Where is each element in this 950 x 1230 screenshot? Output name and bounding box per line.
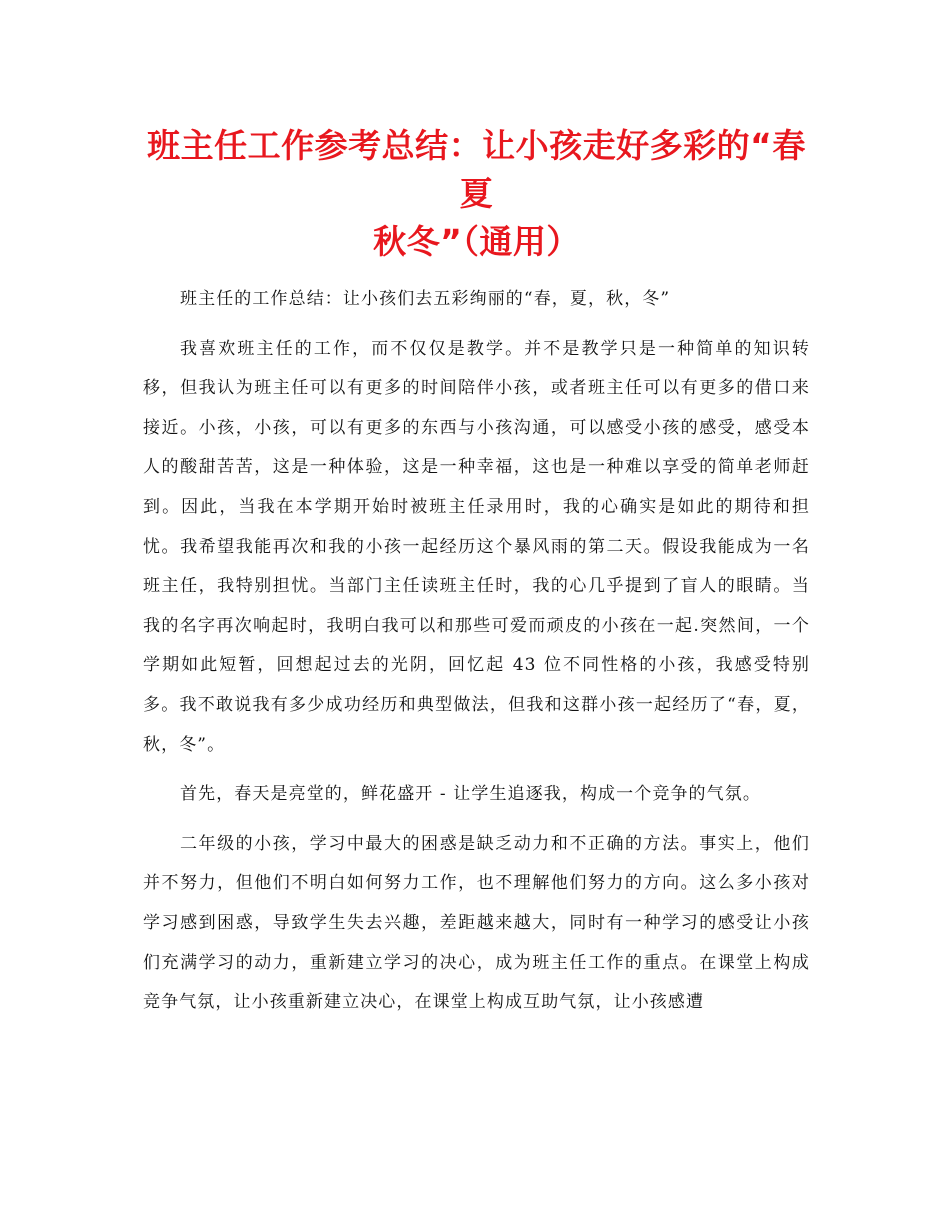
title-line-2: 秋冬”（通用） — [373, 222, 580, 261]
title-line-1: 班主任工作参考总结：让小孩走好多彩的“春夏 — [147, 126, 806, 213]
paragraph-spring: 首先，春天是亮堂的，鲜花盛开 - 让学生追逐我，构成一个竞争的气氛。 — [180, 784, 761, 805]
paragraph-subtitle: 班主任的工作总结：让小孩们去五彩绚丽的“春，夏，秋，冬” — [180, 289, 671, 309]
document-title — [143, 122, 810, 266]
paragraph-grade-two: 二年级的小孩，学习中最大的困惑是缺乏动力和不正确的方法。事实上，他们并不努力，但他们不明白如何努力工作，也不理解他们努力的方向。这么多小孩对学习感到困惑，导致学生失去兴趣，差距越来越大，同时有一种学习的感受让小孩们充满学习的动力，重新建立学习的决心，成为班主任工作的重点。在课堂上构成竞争气氛，让小孩重新建立决心，在课堂上构成互助气氛，让小孩感遭 — [143, 833, 810, 1013]
paragraph-intro: 我喜欢班主任的工作，而不仅仅是教学。并不是教学只是一种简单的知识转移，但我认为班主任可以有更多的时间陪伴小孩，或者班主任可以有更多的借口来接近。小孩，小孩，可以有更多的东西与小孩沟通，可以感受小孩的感受，感受本人的酸甜苦苦，这是一种体验，这是一种幸福，这也是一种难以享受的简单老师赶到。因此，当我在本学期开始时被班主任录用时，我的心确实是如此的期待和担忧。我希望我能再次和我的小孩一起经历这个暴风雨的第二天。假设我能成为一名班主任，我特别担忧。当部门主任读班主任时，我的心几乎提到了盲人的眼睛。当我的名字再次响起时，我明白我可以和那些可爱而顽皮的小孩在一起.突然间，一个学期如此短暂，回想起过去的光阴，回忆起 43 位不同性格的小孩，我感受特别多。我不敢说我有多少成功经历和典型做法，但我和这群小孩一起经历了“春，夏，秋，冬”。 — [143, 338, 810, 755]
